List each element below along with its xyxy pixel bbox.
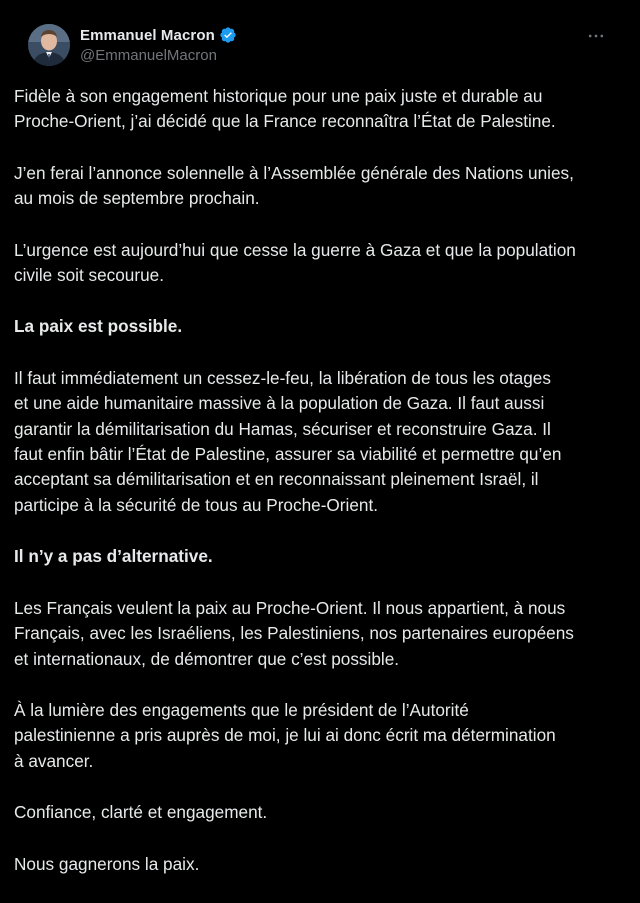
tweet-paragraph: L’urgence est aujourd’hui que cesse la guerre à Gaza et que la population civile soit secourue. [14, 239, 576, 286]
tweet-paragraph-bold: Il n’y a pas d’alternative. [14, 546, 213, 567]
tweet-text [14, 84, 634, 903]
author-handle[interactable]: @EmmanuelMacron [80, 47, 217, 64]
tweet-paragraph: J’en ferai l’annonce solennelle à l’Assemblée générale des Nations unies, au mois de septembre prochain. [14, 162, 574, 209]
tweet-paragraph: Il faut immédiatement un cessez-le-feu, la libération de tous les otages et une aide humanitaire massive à la population de Gaza. Il faut aussi garantir la démilitarisation du Hamas, sécuriser et reconstruire Gaza. Il faut enfin bâtir l’État de Palestine, assurer sa viabilité et permettre qu’en acceptant sa démilitarisation et en reconnaissant pleinement Israël, il participe à la sécurité de tous au Proche-Orient. [14, 367, 562, 515]
tweet-paragraph: À la lumière des engagements que le président de l’Autorité palestinienne a pris auprès de moi, je lui ai donc écrit ma détermination à avancer. [14, 699, 556, 771]
display-name-row [80, 25, 237, 45]
portrait-avatar-icon [28, 24, 70, 66]
author-names [80, 25, 237, 64]
tweet-paragraph-bold: La paix est possible. [14, 316, 183, 337]
tweet-paragraph: Les Français veulent la paix au Proche-Orient. Il nous appartient, à nous Français, avec les Israéliens, les Palestiniens, nos partenaires européens et internationaux, de démontrer que c’est possible. [14, 597, 574, 669]
author-display-name[interactable]: Emmanuel Macron [80, 26, 215, 44]
tweet-paragraph: Fidèle à son engagement historique pour une paix juste et durable au Proche-Orient, j’ai décidé que la France reconnaîtra l’État de Palestine. [14, 86, 556, 132]
tweet-paragraph: Nous gagnerons la paix. [14, 853, 200, 874]
tweet-header [14, 0, 626, 80]
verified-badge-icon[interactable] [219, 26, 237, 44]
more-horizontal-icon[interactable] [586, 26, 606, 46]
author-avatar[interactable] [28, 24, 70, 66]
tweet-paragraph: Confiance, clarté et engagement. [14, 802, 268, 823]
